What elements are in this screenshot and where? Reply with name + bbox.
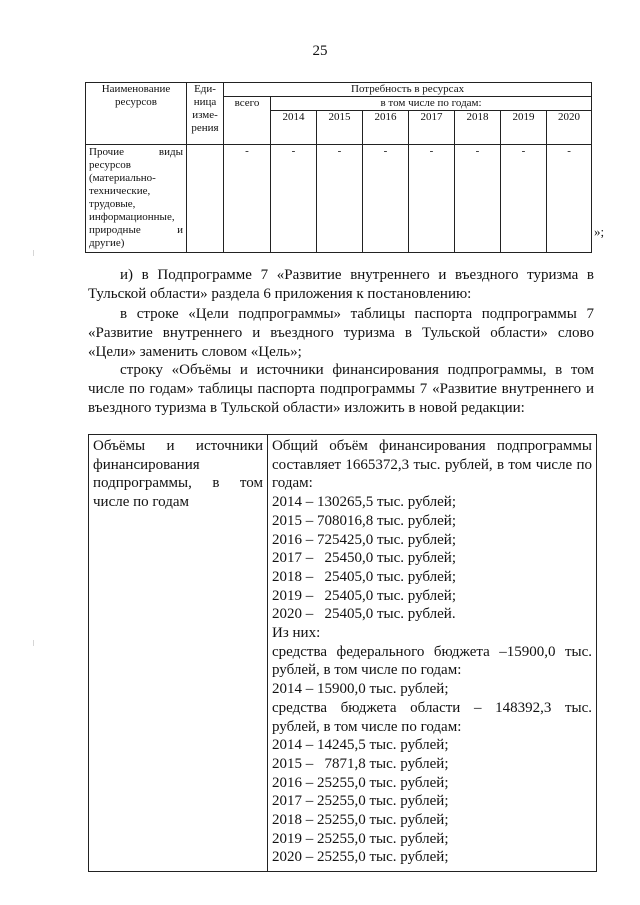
header-year: 2018 xyxy=(455,111,501,145)
regional-year-line: 2018 – 25255,0 тыс. рублей; xyxy=(272,812,449,829)
finance-table xyxy=(88,434,597,872)
finance-year-line: 2015 – 708016,8 тыс. рублей; xyxy=(272,512,456,529)
header-year: 2016 xyxy=(363,111,409,145)
header-year: 2015 xyxy=(317,111,363,145)
finance-year-line: 2019 – 25405,0 тыс. рублей; xyxy=(272,587,456,604)
paragraph-goals-change: в строке «Цели подпрограммы» таблицы паспорта подпрограммы 7 «Развитие внутреннего и въездного туризма в Тульской области» слово «Цели» заменить словом «Цель»; xyxy=(88,306,594,360)
scan-margin-mark xyxy=(33,640,34,646)
table-closing-quote: »; xyxy=(594,224,605,239)
resource-table xyxy=(85,82,592,253)
header-by-years: в том числе по годам: xyxy=(271,97,592,111)
header-year: 2019 xyxy=(501,111,547,145)
header-needs: Потребность в ресурсах xyxy=(224,83,592,97)
federal-budget-intro: средства федерального бюджета –15900,0 тыс. рублей, в том числе по годам: xyxy=(272,643,592,679)
header-unit: Еди-ница изме-рения xyxy=(187,83,224,145)
finance-total-intro: Общий объём финансирования подпрограммы составляет 1665372,3 тыс. рублей, в том числе по годам: xyxy=(272,438,592,492)
paragraph-item-i: и) в Подпрограмме 7 «Развитие внутреннего и въездного туризма в Тульской области» раздела 6 приложения к постановлению: xyxy=(88,267,594,302)
row-resource-name: Прочие виды ресурсов (материально-технические, трудовые, информационные, природные и другие) xyxy=(86,145,187,253)
header-year: 2017 xyxy=(409,111,455,145)
row-value: - xyxy=(455,145,501,253)
regional-year-line: 2019 – 25255,0 тыс. рублей; xyxy=(272,830,449,847)
regional-year-line: 2014 – 14245,5 тыс. рублей; xyxy=(272,737,449,754)
regional-budget-intro: средства бюджета области – 148392,3 тыс. рублей, в том числе по годам: xyxy=(272,699,592,735)
regional-year-line: 2017 – 25255,0 тыс. рублей; xyxy=(272,793,449,810)
federal-budget-lines xyxy=(272,680,592,699)
finance-year-line: 2014 – 130265,5 тыс. рублей; xyxy=(272,494,456,511)
regional-year-line: 2015 – 7871,8 тыс. рублей; xyxy=(272,755,449,772)
federal-year-line: 2014 – 15900,0 тыс. рублей; xyxy=(272,681,449,698)
header-total: всего xyxy=(224,97,271,145)
finance-year-line: 2017 – 25450,0 тыс. рублей; xyxy=(272,550,456,567)
regional-year-line: 2020 – 25255,0 тыс. рублей; xyxy=(272,849,449,866)
header-resource-name: Наименование ресурсов xyxy=(86,83,187,145)
finance-year-line: 2016 – 725425,0 тыс. рублей; xyxy=(272,531,456,548)
finance-year-line: 2018 – 25405,0 тыс. рублей; xyxy=(272,568,456,585)
regional-year-line: 2016 – 25255,0 тыс. рублей; xyxy=(272,774,449,791)
page-number: 25 xyxy=(312,43,328,59)
row-value: - xyxy=(317,145,363,253)
row-value: - xyxy=(271,145,317,253)
row-value: - xyxy=(363,145,409,253)
finance-row-label: Объёмы и источники финансирования подпрограммы, в том числе по годам xyxy=(89,435,268,872)
finance-row-content xyxy=(268,435,597,872)
row-unit xyxy=(187,145,224,253)
finance-total-lines xyxy=(272,493,592,624)
row-value: - xyxy=(409,145,455,253)
regional-budget-lines xyxy=(272,736,592,867)
paragraph-finance-change: строку «Объёмы и источники финансирования подпрограммы, в том числе по годам» таблицы паспорта подпрограммы 7 «Развитие внутреннего и въездного туризма в Тульской области» изложить в новой редакции: xyxy=(88,362,594,416)
header-year: 2014 xyxy=(271,111,317,145)
finance-year-line: 2020 – 25405,0 тыс. рублей. xyxy=(272,606,456,623)
row-value: - xyxy=(501,145,547,253)
row-value: - xyxy=(547,145,592,253)
row-total: - xyxy=(224,145,271,253)
finance-of-them: Из них: xyxy=(272,625,321,642)
scan-margin-mark xyxy=(33,250,34,256)
header-year: 2020 xyxy=(547,111,592,145)
